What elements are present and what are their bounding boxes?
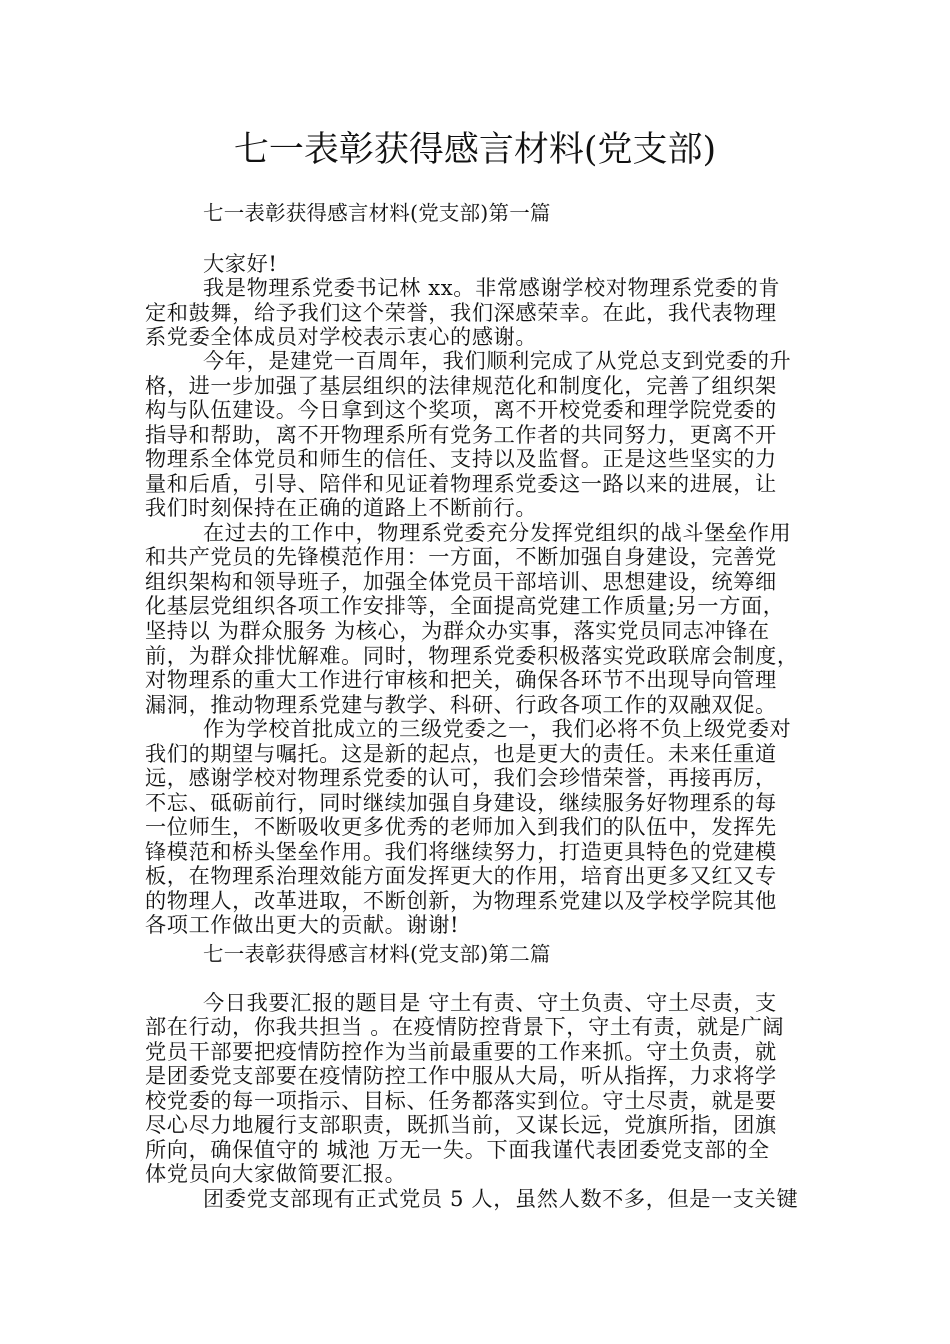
text-line: 系党委全体成员对学校表示衷心的感谢。 bbox=[145, 324, 538, 349]
text-line: 量和后盾，引导、陪伴和见证着物理系党委这一路以来的进展，让 bbox=[145, 471, 777, 496]
text-line: 化基层党组织各项工作安排等，全面提高党建工作质量;另一方面， bbox=[145, 593, 785, 618]
text-line: 我们的期望与嘱托。这是新的起点，也是更大的责任。未来任重道 bbox=[145, 741, 777, 766]
text-line: 所向，确保值守的 城池 万无一失。下面我谨代表团委党支部的全 bbox=[145, 1137, 770, 1162]
text-line: 指导和帮助，离不开物理系所有党务工作者的共同努力，更离不开 bbox=[145, 422, 777, 447]
text-line: 前，为群众排忧解难。同时，物理系党委积极落实党政联席会制度， bbox=[145, 643, 799, 668]
text-line: 作为学校首批成立的三级党委之一，我们必将不负上级党委对 bbox=[203, 716, 792, 741]
text-line: 锋模范和桥头堡垒作用。我们将继续努力，打造更具特色的党建模 bbox=[145, 839, 777, 864]
text-line: 我是物理系党委书记林 xx。非常感谢学校对物理系党委的肯 bbox=[203, 275, 781, 300]
text-line: 今日我要汇报的题目是 守土有责、守土负责、守土尽责，支 bbox=[203, 990, 777, 1015]
greeting-line: 大家好! bbox=[203, 251, 278, 276]
text-line: 和共产党员的先锋模范作用：一方面，不断加强自身建设，完善党 bbox=[145, 544, 777, 569]
document-title: 七一表彰获得感言材料(党支部) bbox=[233, 130, 717, 170]
text-line: 坚持以 为群众服务 为核心，为群众办实事，落实党员同志冲锋在 bbox=[145, 618, 770, 643]
section-heading-1: 七一表彰获得感言材料(党支部)第一篇 bbox=[203, 201, 551, 225]
text-line: 不忘、砥砺前行，同时继续加强自身建设，继续服务好物理系的每 bbox=[145, 790, 777, 815]
text-line: 是团委党支部要在疫情防控工作中服从大局，听从指挥，力求将学 bbox=[145, 1063, 777, 1088]
text-line: 板，在物理系治理效能方面发挥更大的作用，培育出更多又红又专 bbox=[145, 863, 777, 888]
text-line: 定和鼓舞，给予我们这个荣誉，我们深感荣幸。在此，我代表物理 bbox=[145, 300, 777, 325]
text-line: 在过去的工作中，物理系党委充分发挥党组织的战斗堡垒作用 bbox=[203, 520, 792, 545]
text-line: 尽心尽力地履行支部职责，既抓当前，又谋长远，党旗所指，团旗 bbox=[145, 1112, 777, 1137]
text-line: 我们时刻保持在正确的道路上不断前行。 bbox=[145, 495, 538, 520]
text-line: 漏洞，推动物理系党建与教学、科研、行政各项工作的双融双促。 bbox=[145, 692, 777, 717]
text-line: 物理系全体党员和师生的信任、支持以及监督。正是这些坚实的力 bbox=[145, 446, 777, 471]
section-heading-2: 七一表彰获得感言材料(党支部)第二篇 bbox=[203, 942, 551, 966]
text-line: 校党委的每一项指示、目标、任务都落实到位。守土尽责，就是要 bbox=[145, 1088, 777, 1113]
text-line: 组织架构和领导班子，加强全体党员干部培训、思想建设，统筹细 bbox=[145, 569, 777, 594]
text-line: 格，进一步加强了基层组织的法律规范化和制度化，完善了组织架 bbox=[145, 373, 777, 398]
text-line: 的物理人，改革进取，不断创新，为物理系党建以及学校学院其他 bbox=[145, 888, 777, 913]
text-line: 团委党支部现有正式党员 5 人，虽然人数不多，但是一支关键 bbox=[203, 1186, 799, 1211]
text-line: 各项工作做出更大的贡献。谢谢! bbox=[145, 912, 460, 937]
text-line: 一位师生，不断吸收更多优秀的老师加入到我们的队伍中，发挥先 bbox=[145, 814, 777, 839]
text-line: 今年，是建党一百周年，我们顺利完成了从党总支到党委的升 bbox=[203, 348, 792, 373]
text-line: 对物理系的重大工作进行审核和把关，确保各环节不出现导向管理 bbox=[145, 667, 777, 692]
text-line: 体党员向大家做简要汇报。 bbox=[145, 1161, 407, 1186]
text-line: 党员干部要把疫情防控作为当前最重要的工作来抓。守土负责，就 bbox=[145, 1039, 777, 1064]
text-line: 部在行动，你我共担当 。在疫情防控背景下，守土有责，就是广阔 bbox=[145, 1014, 785, 1039]
text-line: 远，感谢学校对物理系党委的认可，我们会珍惜荣誉，再接再厉， bbox=[145, 765, 777, 790]
text-line: 构与队伍建设。今日拿到这个奖项，离不开校党委和理学院党委的 bbox=[145, 397, 777, 422]
